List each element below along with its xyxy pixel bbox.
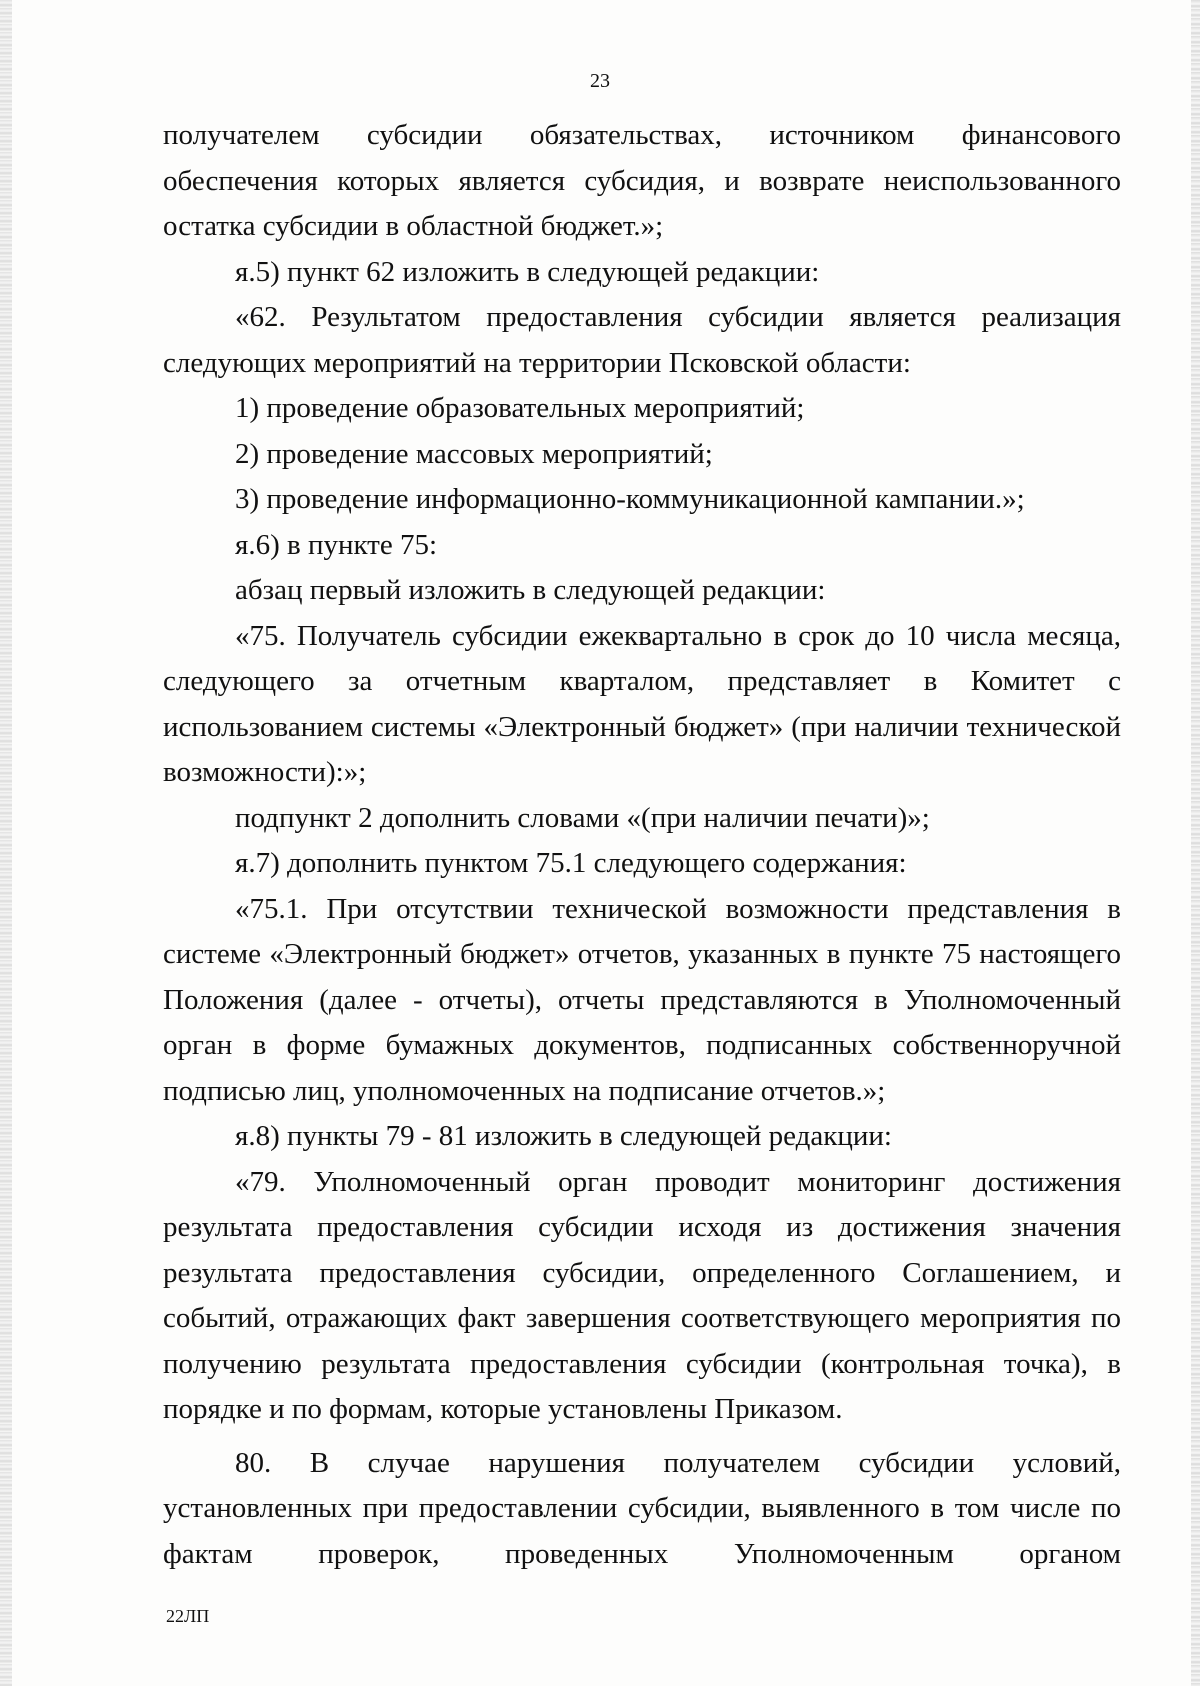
paragraph-first-abzac: абзац первый изложить в следующей редакции:: [235, 574, 826, 606]
paragraph-point-79: «79. Уполномоченный орган проводит мониторинг достижения результата предоставления субсидии исходя из достижения значения результата предоставления субсидии, определенного Соглашением, и событий, отражающих факт завершения соответствующего мероприятия по получению результата предоставления субсидии (контрольная точка), в порядке и по формам, которые установлены Приказом.: [163, 1165, 1121, 1425]
paragraph-continuation: получателем субсидии обязательствах, источником финансового обеспечения которых является субсидия, и возврате неиспользованного остатка субсидии в областной бюджет.»;: [163, 119, 1121, 242]
paragraph-point-75-1: «75.1. При отсутствии технической возможности представления в системе «Электронный бюджет» отчетов, указанных в пункте 75 настоящего Положения (далее - отчеты), отчеты представляются в Уполномоченный орган в форме бумажных документов, подписанных собственноручной подписью лиц, уполномоченных на подписание отчетов.»;: [163, 892, 1121, 1107]
list-item-1: 1) проведение образовательных мероприятий;: [235, 392, 805, 424]
paragraph-point-80: 80. В случае нарушения получателем субсидии условий, установленных при предоставлении субсидии, выявленного в том числе по фактам проверок, проведенных Уполномоченным органом: [163, 1446, 1121, 1570]
paragraph-item-ya7: я.7) дополнить пунктом 75.1 следующего содержания:: [235, 847, 907, 879]
paragraph-item-ya8: я.8) пункты 79 - 81 изложить в следующей редакции:: [235, 1120, 892, 1152]
page-number: 23: [590, 70, 610, 92]
paragraph-point-62: «62. Результатом предоставления субсидии является реализация следующих мероприятий на территории Псковской области:: [163, 301, 1121, 379]
scan-edge-right: [1191, 0, 1200, 1686]
list-item-2: 2) проведение массовых мероприятий;: [235, 437, 713, 470]
paragraph-subpoint-2: подпункт 2 дополнить словами «(при наличии печати)»;: [235, 801, 930, 834]
scan-edge-left: [0, 0, 12, 1686]
footer-code: 22ЛП: [166, 1606, 210, 1626]
paragraph-item-ya6: я.6) в пункте 75:: [235, 528, 438, 561]
paragraph-item-ya5: я.5) пункт 62 изложить в следующей редакции:: [235, 255, 820, 288]
list-item-3: 3) проведение информационно-коммуникационной кампании.»;: [235, 483, 1025, 515]
document-body: [163, 113, 1121, 1577]
paragraph-point-75: «75. Получатель субсидии ежеквартально в срок до 10 числа месяца, следующего за отчетным кварталом, представляет в Комитет с использованием системы «Электронный бюджет» (при наличии технической возможности):»;: [163, 619, 1121, 788]
